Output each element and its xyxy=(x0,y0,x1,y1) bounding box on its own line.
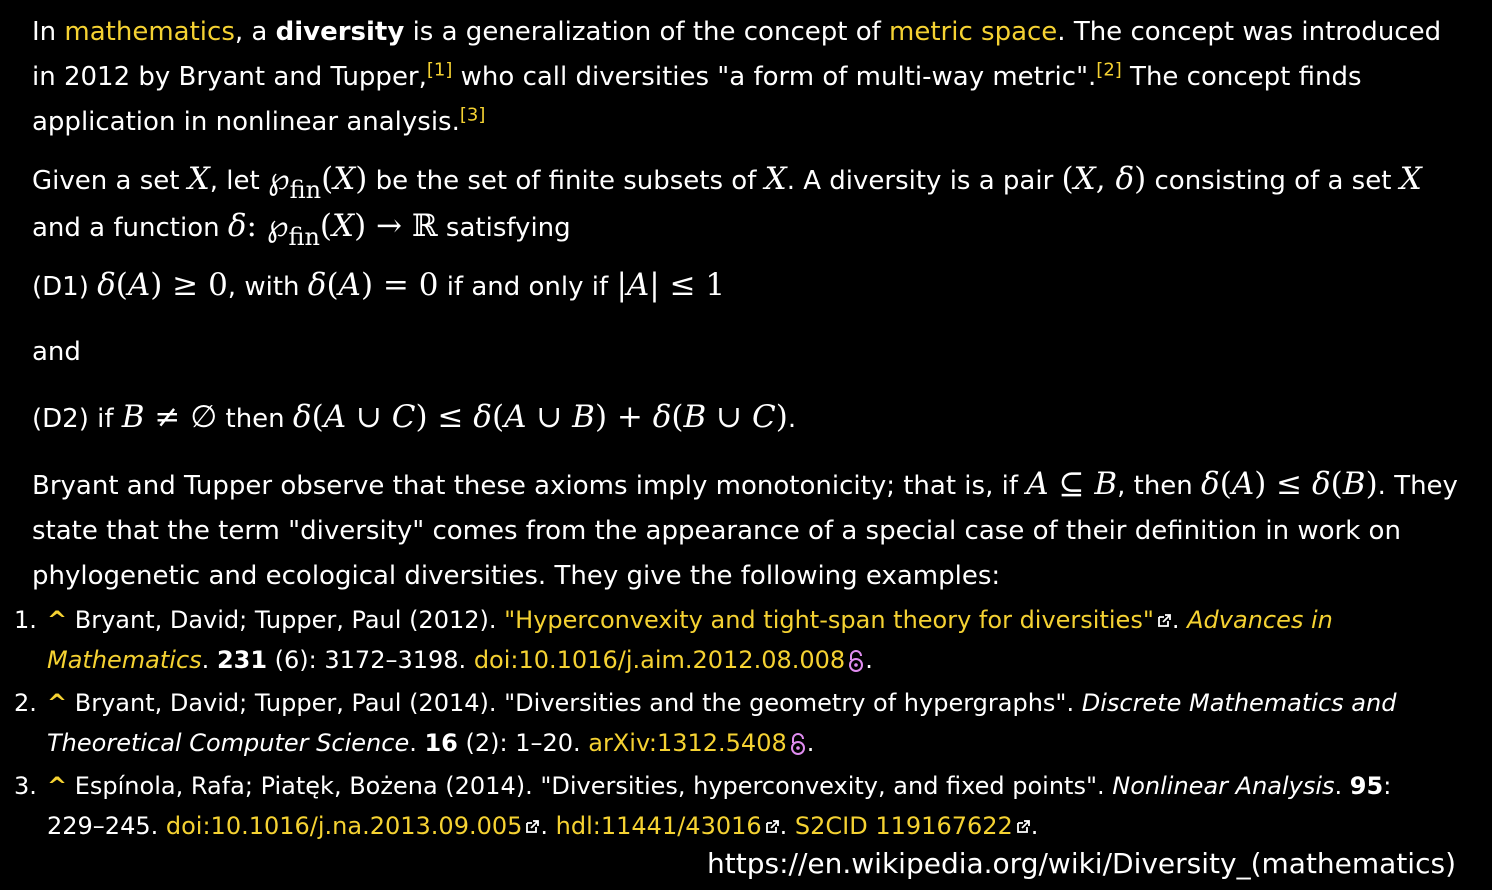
volume: 16 xyxy=(424,729,458,757)
math: δ(A) ≥ 0 xyxy=(97,267,228,303)
math: |A| ≤ 1 xyxy=(616,267,726,303)
link-metric-space[interactable]: metric space xyxy=(889,17,1058,47)
bold-term: diversity xyxy=(275,17,405,47)
text: . They state that the term "diversity" comes from the appearance of a special case of their definition in work on phylogenetic and ecological diversities. They give the following examples: xyxy=(32,471,1458,591)
external-link-icon xyxy=(1015,819,1031,835)
article-body xyxy=(32,10,1472,611)
text: . A diversity is a pair xyxy=(786,166,1062,196)
axiom-d1 xyxy=(32,263,1472,310)
external-link-icon xyxy=(1156,613,1172,629)
citation-1[interactable]: [1] xyxy=(426,59,453,81)
math: A ⊆ B xyxy=(1026,466,1118,502)
text: Bryant, David; Tupper, Paul (2012). xyxy=(67,606,505,634)
backlink-caret[interactable]: ^ xyxy=(47,606,68,634)
text: . The concept was introduced in 2012 by Bryant and Tupper, xyxy=(32,17,1442,92)
text: . xyxy=(787,404,797,434)
volume: 231 xyxy=(216,646,268,674)
text: . xyxy=(409,729,425,757)
open-access-lock-icon xyxy=(847,649,865,673)
backlink-caret[interactable]: ^ xyxy=(47,772,68,800)
text: , then xyxy=(1117,471,1202,501)
math: δ: $℘_{fin}(X)$ → ℝ xyxy=(227,208,438,251)
math: δ(A ∪ C) ≤ δ(A ∪ B) + δ(B ∪ C) xyxy=(292,399,788,435)
monotonicity-paragraph xyxy=(32,462,1472,599)
text: and a function xyxy=(32,213,228,243)
source-url: https://en.wikipedia.org/wiki/Diversity_(mathematics) xyxy=(707,847,1456,880)
text: . xyxy=(540,812,556,840)
citation-3[interactable]: [3] xyxy=(459,104,486,126)
text: . xyxy=(865,646,873,674)
text: Given a set xyxy=(32,166,188,196)
math: B ≠ ∅ xyxy=(121,399,218,435)
text: if and only if xyxy=(438,272,617,302)
backlink-caret[interactable]: ^ xyxy=(47,689,68,717)
text: (D1) xyxy=(32,272,98,302)
hdl-link[interactable]: hdl:11441/43016 xyxy=(555,812,762,840)
text: . xyxy=(806,729,815,757)
intro-paragraph xyxy=(32,10,1472,145)
definition-paragraph xyxy=(32,157,1472,251)
title-link[interactable]: "Hyperconvexity and tight-span theory for diversities" xyxy=(504,606,1154,634)
doi-link[interactable]: doi:10.1016/j.aim.2012.08.008 xyxy=(473,646,846,674)
text: , let xyxy=(209,166,268,196)
reference-item xyxy=(14,600,1434,680)
math: $℘_{fin}(X)$ xyxy=(268,161,368,204)
external-link-icon xyxy=(764,819,780,835)
text: . xyxy=(201,646,217,674)
citation-2[interactable]: [2] xyxy=(1096,59,1122,81)
math: X xyxy=(764,161,787,197)
math: X xyxy=(1399,161,1422,197)
text: , a xyxy=(234,17,276,47)
text: : 229–245. xyxy=(47,772,1392,840)
reference-number: 2. xyxy=(14,689,37,717)
text: . xyxy=(1334,772,1350,800)
math: X xyxy=(187,161,210,197)
math: (X, δ) xyxy=(1061,161,1147,197)
text: In xyxy=(32,17,65,47)
math: δ(A) = 0 xyxy=(307,267,439,303)
references-list xyxy=(14,600,1434,849)
text: . xyxy=(1030,812,1039,840)
text: then xyxy=(217,404,293,434)
and-paragraph: and xyxy=(32,337,81,367)
reference-number: 1. xyxy=(14,606,37,634)
journal: Discrete Mathematics and Theoretical Computer Science xyxy=(47,689,1397,757)
reference-item xyxy=(14,766,1434,846)
link-mathematics[interactable]: mathematics xyxy=(64,17,235,47)
text: (D2) if xyxy=(32,404,122,434)
text: The concept finds application in nonlinear analysis. xyxy=(32,62,1362,137)
volume: 95 xyxy=(1349,772,1384,800)
text: , with xyxy=(227,272,308,302)
external-link-icon xyxy=(524,819,540,835)
journal: Nonlinear Analysis xyxy=(1112,772,1335,800)
open-access-lock-icon xyxy=(789,732,807,756)
math: δ(A) ≤ δ(B) xyxy=(1201,466,1378,502)
text: (2): 1–20. xyxy=(457,729,589,757)
text: . xyxy=(779,812,795,840)
journal[interactable]: Advances in Mathematics xyxy=(47,606,1333,674)
text: Bryant, David; Tupper, Paul (2014). "Diversities and the geometry of hypergraphs". xyxy=(67,689,1082,717)
text: consisting of a set xyxy=(1146,166,1400,196)
text: is a generalization of the concept of xyxy=(404,17,890,47)
arxiv-link[interactable]: arXiv:1312.5408 xyxy=(588,729,787,757)
text: (6): 3172–3198. xyxy=(267,646,474,674)
text: satisfying xyxy=(437,213,571,243)
text: who call diversities "a form of multi-way metric". xyxy=(452,62,1097,92)
reference-number: 3. xyxy=(14,772,37,800)
text: . xyxy=(1171,606,1188,634)
reference-item xyxy=(14,683,1434,763)
doi-link[interactable]: doi:10.1016/j.na.2013.09.005 xyxy=(165,812,523,840)
axiom-d2 xyxy=(32,395,1472,442)
s2cid-link[interactable]: S2CID 119167622 xyxy=(794,812,1013,840)
text: be the set of finite subsets of xyxy=(367,166,765,196)
text: Espínola, Rafa; Piatęk, Bożena (2014). "Diversities, hyperconvexity, and fixed points". xyxy=(67,772,1113,800)
text: Bryant and Tupper observe that these axioms imply monotonicity; that is, if xyxy=(32,471,1027,501)
